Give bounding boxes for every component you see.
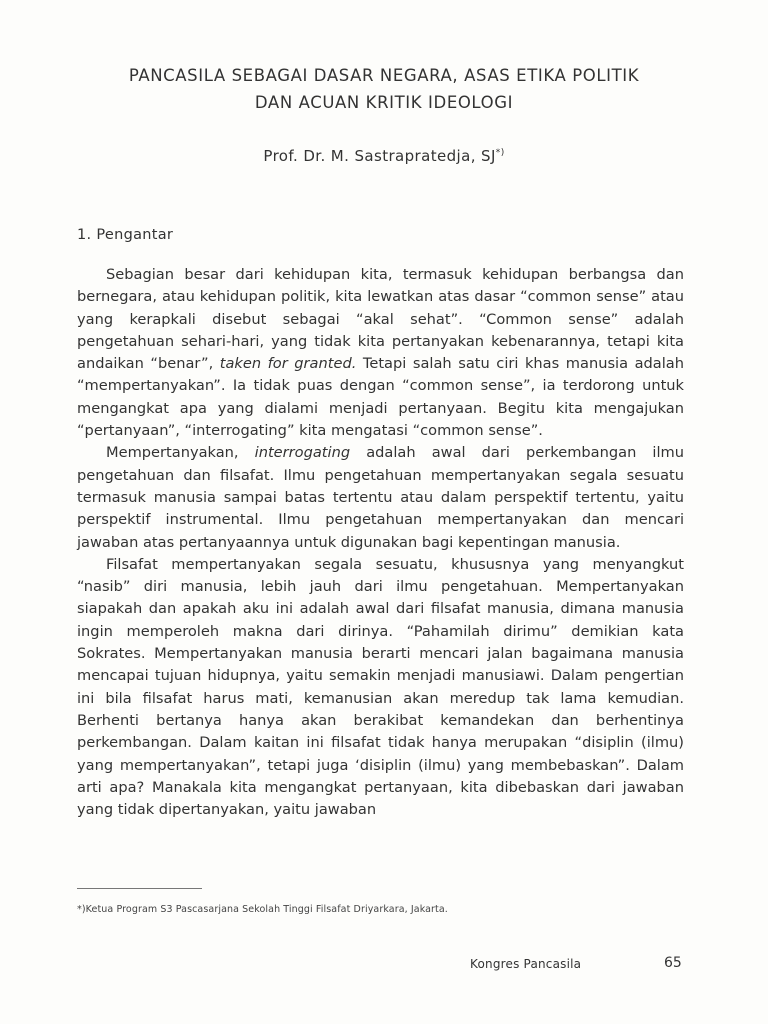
document-title	[60, 62, 708, 116]
paragraph-2-italic: interrogating	[254, 444, 351, 462]
paragraph-1-italic: taken for granted.	[219, 355, 357, 373]
paragraph-1-text-a: Sebagian besar dari kehidupan kita, termasuk kehidupan berbangsa dan bernegara, atau kehidupan politik, kita lewatkan atas dasar “common sense” atau yang kerapkali disebut sebagai “akal sehat”. “Common sense” adalah pengetahuan sehari-hari, yang tidak kita pertanyakan kebenarannya, tetapi kita andaikan “benar”,	[77, 266, 684, 373]
body-text	[77, 264, 684, 821]
footer-publication: Kongres Pancasila	[470, 957, 582, 971]
footnote-divider	[77, 888, 202, 889]
paragraph-1	[77, 264, 684, 442]
paragraph-2-text-a: Mempertanyakan,	[106, 444, 255, 462]
paragraph-2	[77, 442, 684, 553]
author-name: Prof. Dr. M. Sastrapratedja, SJ	[263, 147, 496, 165]
paragraph-3: Filsafat mempertanyakan segala sesuatu, khususnya yang menyangkut “nasib” diri manusia, lebih jauh dari ilmu pengetahuan. Mempertanyakan siapakah dan apakah aku ini adalah awal dari filsafat manusia, dimana manusia ingin memperoleh makna dari dirinya. “Pahamilah dirimu” demikian kata Sokrates. Mempertanyakan manusia berarti mencari jalan bagaimana manusia mencapai tujuan hidupnya, yaitu semakin menjadi manusiawi. Dalam pengertian ini bila filsafat harus mati, kemanusian akan meredup tak lama kemudian. Berhenti bertanya hanya akan berakibat kemandekan dan berhentinya perkembangan. Dalam kaitan ini filsafat tidak hanya merupakan “disiplin (ilmu) yang mempertanyakan”, tetapi juga ‘disiplin (ilmu) yang membebaskan”. Dalam arti apa? Manakala kita mengangkat pertanyaan, kita dibebaskan dari jawaban yang tidak dipertanyakan, yaitu jawaban	[77, 555, 684, 819]
paragraph-2-text-b: adalah awal dari perkembangan ilmu pengetahuan dan filsafat. Ilmu pengetahuan mempertanyakan segala sesuatu termasuk manusia sampai batas tertentu atau dalam perspektif tertentu, yaitu perspektif instrumental. Ilmu pengetahuan mempertanyakan dan mencari jawaban atas pertanyaannya untuk digunakan bagi kepentingan manusia.	[77, 444, 684, 551]
section-heading: 1. Pengantar	[77, 227, 174, 243]
title-line-1: PANCASILA SEBAGAI DASAR NEGARA, ASAS ETIKA POLITIK	[128, 66, 640, 85]
author-footnote-mark: *)	[495, 148, 505, 158]
author-line	[60, 147, 708, 165]
title-line-2: DAN ACUAN KRITIK IDEOLOGI	[254, 93, 514, 112]
footnote: *)Ketua Program S3 Pascasarjana Sekolah Tinggi Filsafat Driyarkara, Jakarta.	[77, 904, 448, 915]
page-number: 65	[664, 955, 682, 971]
paragraph-1-text-b: Tetapi salah satu ciri khas manusia adalah “mempertanyakan”. Ia tidak puas dengan “common sense”, ia terdorong untuk mengangkat apa yang dialami menjadi pertanyaan. Begitu kita mengajukan “pertanyaan”, “interrogating” kita mengatasi “common sense”.	[77, 355, 684, 440]
